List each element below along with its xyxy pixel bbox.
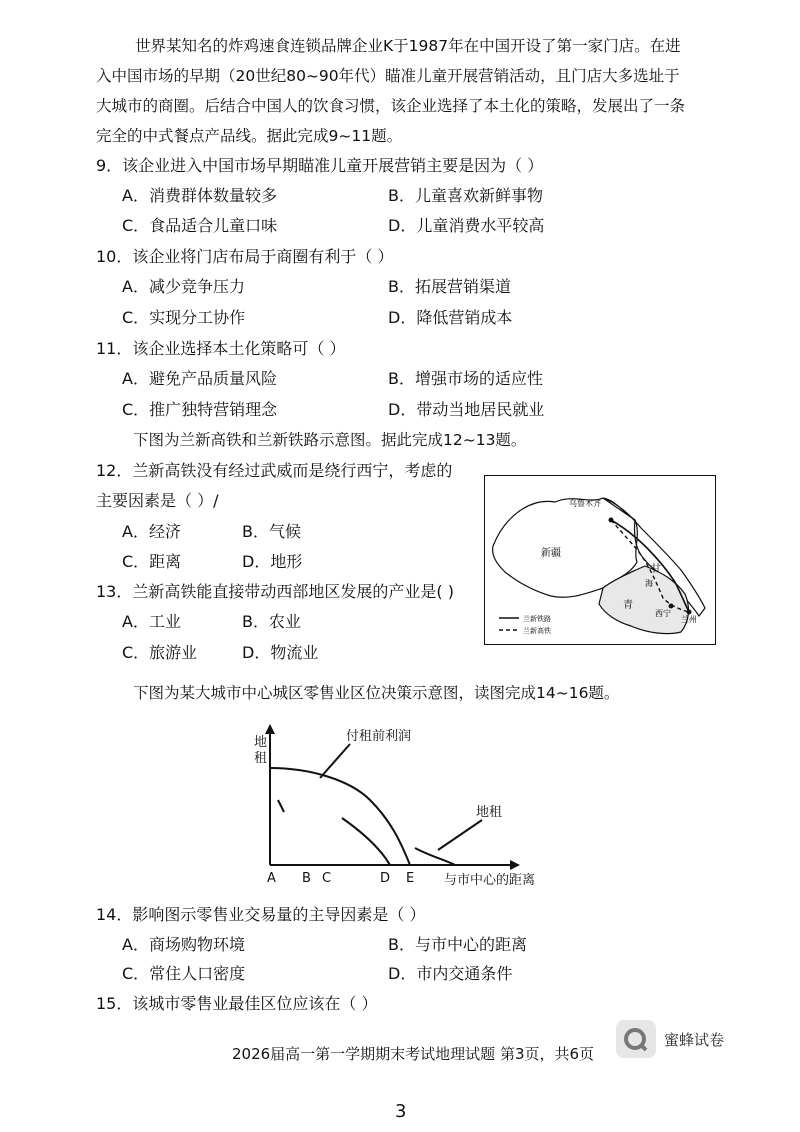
xining-dot (669, 604, 674, 609)
page-number: 3 (395, 1101, 407, 1122)
question-11-option-d[interactable]: D．带动当地居民就业 (388, 400, 545, 419)
x-tick-a: A (267, 871, 276, 886)
question-13-option-c[interactable]: C．旅游业 (122, 643, 198, 662)
question-9-option-c[interactable]: C．食品适合儿童口味 (122, 216, 278, 235)
question-13-option-b[interactable]: B．农业 (242, 612, 301, 631)
retail-location-chart (250, 720, 550, 890)
question-10-option-d[interactable]: D．降低营销成本 (388, 308, 513, 327)
intro-12-13: 下图为兰新高铁和兰新铁路示意图。据此完成12~13题。 (133, 431, 527, 449)
page-footer: 2026届高一第一学期期末考试地理试题 第3页，共6页 (232, 1045, 595, 1063)
passage-line-1: 世界某知名的炸鸡速食连锁品牌企业K于1987年在中国开设了第一家门店。在进 (135, 37, 681, 55)
legend-hsr-label: 兰新高铁 (523, 627, 551, 635)
watermark-logo-icon (616, 1020, 656, 1058)
passage-line-4: 完全的中式餐点产品线。据此完成9~11题。 (96, 127, 403, 145)
lanxin-railway-map (484, 475, 716, 645)
legend-railway-label: 兰新铁路 (523, 615, 551, 623)
question-13-stem: 13．兰新高铁能直接带动西部地区发展的产业是( ) (96, 582, 454, 601)
x-tick-b: B (302, 871, 311, 886)
question-14-stem: 14．影响图示零售业交易量的主导因素是（ ） (96, 905, 426, 924)
passage-line-2: 入中国市场的早期（20世纪80~90年代）瞄准儿童开展营销活动，且门店大多选址于 (96, 67, 680, 85)
question-12-stem-line-2: 主要因素是（ ）/ (96, 491, 219, 510)
rent-annotation-arrow (438, 820, 482, 850)
question-10-option-c[interactable]: C．实现分工协作 (122, 308, 246, 327)
series-profit-curve (270, 768, 410, 865)
map-label-gansu: 甘 (651, 564, 661, 575)
urumqi-dot (609, 518, 614, 523)
x-tick-e: E (406, 871, 415, 886)
question-13-option-d[interactable]: D．物流业 (242, 643, 319, 662)
watermark (616, 1020, 756, 1060)
question-9-option-a[interactable]: A．消费群体数量较多 (122, 186, 277, 205)
qinghai-region (599, 566, 688, 634)
y-axis-label-char-2: 租 (254, 751, 268, 766)
question-10-option-b[interactable]: B．拓展营销渠道 (388, 277, 511, 296)
question-14-option-b[interactable]: B．与市中心的距离 (388, 935, 527, 954)
annotation-profit: 付租前利润 (346, 729, 412, 744)
question-9-option-d[interactable]: D．儿童消费水平较高 (388, 216, 545, 235)
x-axis-arrow (510, 860, 520, 870)
x-tick-c: C (322, 871, 332, 886)
map-label-xining: 西宁 (655, 609, 671, 618)
question-11-option-a[interactable]: A．避免产品质量风险 (122, 369, 277, 388)
intro-14-16: 下图为某大城市中心城区零售业区位决策示意图，读图完成14~16题。 (133, 684, 620, 702)
question-11-stem: 11．该企业选择本土化策略可（ ） (96, 339, 346, 358)
x-tick-d: D (380, 871, 391, 886)
map-label-qinghai: 青 (623, 600, 633, 611)
watermark-text: 蜜蜂试卷 (664, 1031, 725, 1049)
question-12-option-a[interactable]: A．经济 (122, 522, 181, 541)
question-9-stem: 9．该企业进入中国市场早期瞄准儿童开展营销主要是因为（ ） (96, 156, 544, 175)
question-11-option-c[interactable]: C．推广独特营销理念 (122, 400, 278, 419)
question-10-option-a[interactable]: A．减少竞争压力 (122, 277, 245, 296)
y-axis-arrow (265, 724, 275, 734)
map-label-urumqi: 乌鲁木齐 (569, 499, 601, 508)
x-axis-label: 与市中心的距离 (444, 873, 536, 888)
series-rent-curve (278, 800, 455, 865)
question-11-option-b[interactable]: B．增强市场的适应性 (388, 369, 543, 388)
y-axis-label-char-1: 地 (254, 735, 268, 750)
question-15-stem: 15．该城市零售业最佳区位应该在（ ） (96, 994, 378, 1013)
map-drawing (485, 476, 714, 643)
map-label-xinjiang: 新疆 (541, 548, 561, 559)
profit-annotation-arrow (320, 744, 350, 778)
passage-line-3: 大城市的商圈。后结合中国人的饮食习惯，该企业选择了本土化的策略，发展出了一条 (96, 97, 686, 115)
map-label-lanzhou: 兰州 (681, 615, 697, 624)
annotation-rent: 地租 (476, 805, 503, 820)
question-12-option-c[interactable]: C．距离 (122, 552, 182, 571)
question-12-option-d[interactable]: D．地形 (242, 552, 303, 571)
question-14-option-d[interactable]: D．市内交通条件 (388, 964, 513, 983)
question-9-option-b[interactable]: B．儿童喜欢新鲜事物 (388, 186, 543, 205)
question-10-stem: 10．该企业将门店布局于商圈有利于（ ） (96, 247, 394, 266)
question-14-option-c[interactable]: C．常住人口密度 (122, 964, 246, 983)
question-12-option-b[interactable]: B．气候 (242, 522, 301, 541)
question-14-option-a[interactable]: A．商场购物环境 (122, 935, 245, 954)
map-label-hai: 海 (645, 579, 653, 588)
question-13-option-a[interactable]: A．工业 (122, 612, 181, 631)
question-12-stem-line-1: 12．兰新高铁没有经过武威而是绕行西宁，考虑的 (96, 461, 453, 480)
lanzhou-dot (687, 610, 692, 615)
